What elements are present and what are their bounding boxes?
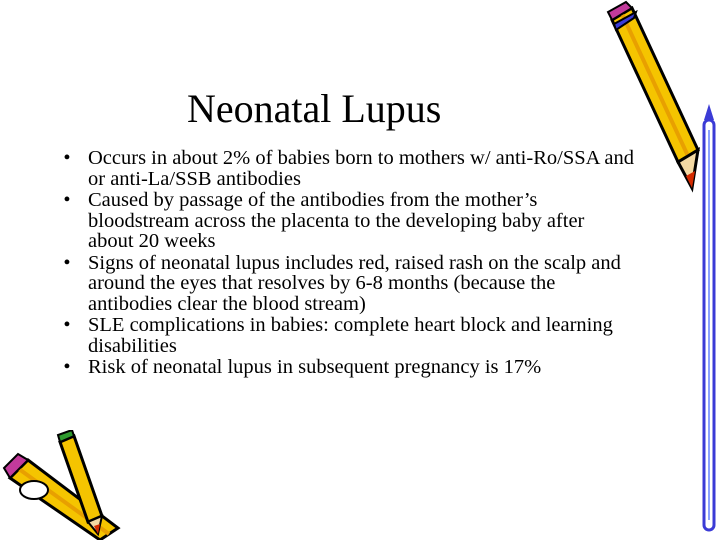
bullet-text: Risk of neonatal lupus in subsequent pregnancy is 17% [88,356,542,378]
pencil-lower [4,454,118,540]
pencil-upper [608,2,698,188]
bullet-item [60,148,635,189]
bullet-dot: • [63,147,71,169]
slide-title: Neonatal Lupus [187,86,442,131]
bullet-item [60,190,635,252]
pencil-icon [600,0,720,540]
bullet-item [60,315,635,356]
bullet-dot: • [63,356,71,378]
pen-vertical [704,104,714,530]
bullet-text: SLE complications in babies: complete heart block and learning disabilities [88,314,613,357]
bullet-dot: • [63,189,71,211]
bullet-dot: • [63,251,71,274]
bullet-text: Caused by passage of the antibodies from the mother’s bloodstream across the placenta to the developing baby after about 20 weeks [88,189,585,252]
bullet-dot: • [63,314,71,336]
bullet-text: Occurs in about 2% of babies born to mothers w/ anti-Ro/SSA and or anti-La/SSB antibodies [88,147,635,190]
pencil-icon [0,430,135,540]
bullet-item [60,357,635,378]
bullet-item [60,253,635,315]
bullet-text: Signs of neonatal lupus includes red, raised rash on the scalp and around the eyes that resolves by 6-8 months (because the antibodies clear the blood stream) [88,251,621,315]
bullet-list [60,148,635,379]
